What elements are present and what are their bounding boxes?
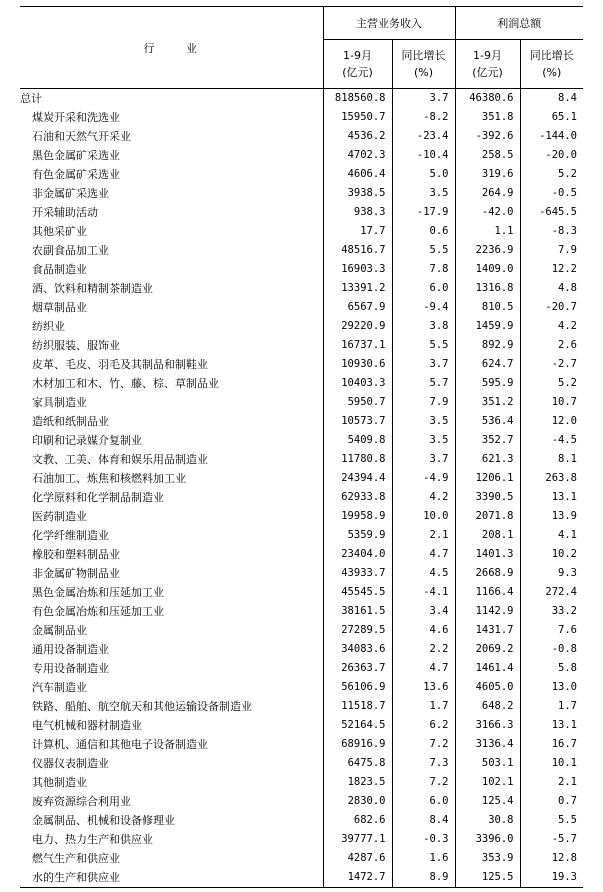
profit-cell: 46380.6 — [455, 89, 520, 109]
profit-cell: 125.4 — [455, 792, 520, 811]
table-header — [20, 7, 583, 89]
table-row — [20, 659, 583, 678]
revenue-cell: 1472.7 — [323, 868, 392, 888]
industry-name-cell: 燃气生产和供应业 — [20, 849, 323, 868]
table-row — [20, 241, 583, 260]
revenue-cell: 4536.2 — [323, 127, 392, 146]
table-row — [20, 412, 583, 431]
revenue-growth-cell: 6.2 — [392, 716, 455, 735]
profit-growth-cell: 272.4 — [545, 586, 577, 598]
revenue-cell: 6475.8 — [323, 754, 392, 773]
profit-growth-cell: -144.0 — [539, 130, 577, 142]
revenue-cell: 56106.9 — [323, 678, 392, 697]
industry-name-cell: 木材加工和木、竹、藤、棕、草制品业 — [20, 374, 323, 393]
profit-cell: 352.7 — [455, 431, 520, 450]
profit-growth-cell: 16.7 — [551, 738, 577, 750]
table-row — [20, 735, 583, 754]
revenue-cell: 4702.3 — [323, 146, 392, 165]
revenue-growth-cell: 6.0 — [392, 279, 455, 298]
profit-cell: 102.1 — [455, 773, 520, 792]
revenue-growth-cell: 3.5 — [392, 184, 455, 203]
profit-cell: 1401.3 — [455, 545, 520, 564]
profit-growth-cell: -0.8 — [551, 643, 577, 655]
revenue-growth-cell: 5.0 — [392, 165, 455, 184]
industry-name-cell: 食品制造业 — [20, 260, 323, 279]
profit-cell: 1461.4 — [455, 659, 520, 678]
revenue-cell: 1823.5 — [323, 773, 392, 792]
industry-name-cell: 纺织业 — [20, 317, 323, 336]
table-row — [20, 773, 583, 792]
profit-growth-cell: 5.2 — [558, 377, 577, 389]
industry-name-cell: 造纸和纸制品业 — [20, 412, 323, 431]
revenue-cell: 27289.5 — [323, 621, 392, 640]
industry-name-cell: 印刷和记录媒介复制业 — [20, 431, 323, 450]
revenue-growth-cell: 8.9 — [392, 868, 455, 888]
industry-statistics-table — [20, 6, 583, 888]
table-row — [20, 564, 583, 583]
revenue-growth-cell: 4.6 — [392, 621, 455, 640]
industry-name-cell: 通用设备制造业 — [20, 640, 323, 659]
profit-cell: 892.9 — [455, 336, 520, 355]
industry-name-cell: 其他采矿业 — [20, 222, 323, 241]
industry-name-cell: 废弃资源综合利用业 — [20, 792, 323, 811]
profit-cell: 4605.0 — [455, 678, 520, 697]
profit-growth-cell: 5.2 — [558, 168, 577, 180]
table-row — [20, 830, 583, 849]
table-row — [20, 355, 583, 374]
profit-period-label: 1-9月 — [473, 49, 502, 62]
revenue-growth-cell: 0.6 — [392, 222, 455, 241]
table-row — [20, 583, 583, 602]
profit-cell: 1409.0 — [455, 260, 520, 279]
table-body — [20, 89, 583, 888]
table-row — [20, 336, 583, 355]
table-row — [20, 279, 583, 298]
profit-cell: 258.5 — [455, 146, 520, 165]
revenue-growth-cell: 2.1 — [392, 526, 455, 545]
revenue-growth-cell: 3.7 — [392, 355, 455, 374]
profit-cell: 503.1 — [455, 754, 520, 773]
table-row — [20, 450, 583, 469]
profit-cell: 30.8 — [455, 811, 520, 830]
revenue-cell: 62933.8 — [323, 488, 392, 507]
profit-cell: 536.4 — [455, 412, 520, 431]
profit-cell: 3166.3 — [455, 716, 520, 735]
industry-name-cell: 水的生产和供应业 — [20, 868, 323, 888]
table-row — [20, 184, 583, 203]
table-row — [20, 374, 583, 393]
revenue-cell: 15950.7 — [323, 108, 392, 127]
profit-growth-cell: -645.5 — [539, 206, 577, 218]
revenue-growth-cell: 7.8 — [392, 260, 455, 279]
industry-name-cell: 其他制造业 — [20, 773, 323, 792]
table-row — [20, 792, 583, 811]
profit-growth-cell: 8.1 — [558, 453, 577, 465]
revenue-cell: 24394.4 — [323, 469, 392, 488]
revenue-group-header: 主营业务收入 — [323, 7, 455, 40]
revenue-growth-cell: 3.5 — [392, 431, 455, 450]
revenue-cell: 34083.6 — [323, 640, 392, 659]
profit-growth-label: 同比增长 — [529, 49, 574, 62]
profit-cell: 2236.9 — [455, 241, 520, 260]
industry-name-cell: 纺织服装、服饰业 — [20, 336, 323, 355]
revenue-cell: 5409.8 — [323, 431, 392, 450]
profit-growth-cell: 13.1 — [551, 491, 577, 503]
revenue-growth-cell: -8.2 — [392, 108, 455, 127]
revenue-growth-cell: -4.1 — [392, 583, 455, 602]
revenue-cell: 938.3 — [323, 203, 392, 222]
profit-cell: 810.5 — [455, 298, 520, 317]
profit-cell: 621.3 — [455, 450, 520, 469]
industry-name-cell: 开采辅助活动 — [20, 203, 323, 222]
revenue-cell: 48516.7 — [323, 241, 392, 260]
revenue-cell: 38161.5 — [323, 602, 392, 621]
profit-growth-cell: 12.2 — [551, 263, 577, 275]
industry-column-header: 行 业 — [20, 7, 323, 89]
profit-growth-cell: -5.7 — [551, 833, 577, 845]
industry-name-cell: 专用设备制造业 — [20, 659, 323, 678]
table-row — [20, 469, 583, 488]
profit-cell: 3396.0 — [455, 830, 520, 849]
revenue-cell: 52164.5 — [323, 716, 392, 735]
table-row-total — [20, 89, 583, 109]
profit-growth-cell: 0.7 — [558, 795, 577, 807]
table-row — [20, 203, 583, 222]
table-row — [20, 678, 583, 697]
industry-name-cell: 皮革、毛皮、羽毛及其制品和制鞋业 — [20, 355, 323, 374]
table-row — [20, 146, 583, 165]
profit-cell: 1459.9 — [455, 317, 520, 336]
table-row — [20, 317, 583, 336]
revenue-growth-cell: -9.4 — [392, 298, 455, 317]
profit-cell: 595.9 — [455, 374, 520, 393]
industry-name-cell: 非金属矿采选业 — [20, 184, 323, 203]
revenue-growth-cell: -23.4 — [392, 127, 455, 146]
revenue-growth-cell: 7.2 — [392, 773, 455, 792]
table-row — [20, 849, 583, 868]
industry-name-cell: 有色金属矿采选业 — [20, 165, 323, 184]
profit-growth-cell: 4.2 — [558, 320, 577, 332]
revenue-cell: 4606.4 — [323, 165, 392, 184]
revenue-cell: 6567.9 — [323, 298, 392, 317]
revenue-cell: 39777.1 — [323, 830, 392, 849]
profit-cell: 1.1 — [455, 222, 520, 241]
revenue-cell: 23404.0 — [323, 545, 392, 564]
profit-cell: 2668.9 — [455, 564, 520, 583]
profit-period-header — [455, 40, 520, 89]
profit-growth-cell: 13.9 — [551, 510, 577, 522]
industry-name-cell: 总计 — [20, 89, 323, 109]
revenue-cell: 29220.9 — [323, 317, 392, 336]
profit-growth-cell: 12.8 — [551, 852, 577, 864]
revenue-growth-cell: 3.8 — [392, 317, 455, 336]
revenue-growth-cell: 4.7 — [392, 545, 455, 564]
revenue-cell: 5359.9 — [323, 526, 392, 545]
profit-growth-cell: 263.8 — [545, 472, 577, 484]
revenue-growth-cell: 7.9 — [392, 393, 455, 412]
revenue-growth-cell: 1.6 — [392, 849, 455, 868]
revenue-growth-cell: -4.9 — [392, 469, 455, 488]
profit-growth-cell: 65.1 — [551, 111, 577, 123]
revenue-period-header — [323, 40, 392, 89]
table-row — [20, 526, 583, 545]
revenue-cell: 16903.3 — [323, 260, 392, 279]
profit-cell: 1316.8 — [455, 279, 520, 298]
industry-name-cell: 医药制造业 — [20, 507, 323, 526]
revenue-cell: 682.6 — [323, 811, 392, 830]
revenue-growth-cell: 5.7 — [392, 374, 455, 393]
profit-cell: 1166.4 — [455, 583, 520, 602]
industry-name-cell: 煤炭开采和洗选业 — [20, 108, 323, 127]
industry-name-cell: 电气机械和器材制造业 — [20, 716, 323, 735]
revenue-growth-cell: 3.4 — [392, 602, 455, 621]
profit-growth-cell: 10.2 — [551, 548, 577, 560]
revenue-cell: 19958.9 — [323, 507, 392, 526]
profit-growth-cell: -20.7 — [545, 301, 577, 313]
table-row — [20, 697, 583, 716]
industry-name-cell: 铁路、船舶、航空航天和其他运输设备制造业 — [20, 697, 323, 716]
revenue-growth-cell: 1.7 — [392, 697, 455, 716]
industry-name-cell: 石油加工、炼焦和核燃料加工业 — [20, 469, 323, 488]
industry-name-cell: 仪器仪表制造业 — [20, 754, 323, 773]
revenue-growth-cell: 7.2 — [392, 735, 455, 754]
revenue-cell: 4287.6 — [323, 849, 392, 868]
profit-growth-cell: 2.6 — [558, 339, 577, 351]
table-row — [20, 488, 583, 507]
industry-name-cell: 金属制品、机械和设备修理业 — [20, 811, 323, 830]
industry-name-cell: 黑色金属冶炼和压延加工业 — [20, 583, 323, 602]
profit-cell: 125.5 — [455, 868, 520, 888]
revenue-growth-unit: (%) — [413, 66, 434, 79]
profit-growth-cell: 10.1 — [551, 757, 577, 769]
profit-cell: 1142.9 — [455, 602, 520, 621]
profit-cell: 1206.1 — [455, 469, 520, 488]
revenue-cell: 10573.7 — [323, 412, 392, 431]
profit-growth-cell: -20.0 — [545, 149, 577, 161]
profit-growth-cell: 8.4 — [558, 92, 577, 104]
industry-name-cell: 非金属矿物制品业 — [20, 564, 323, 583]
industry-name-cell: 计算机、通信和其他电子设备制造业 — [20, 735, 323, 754]
table-row — [20, 298, 583, 317]
revenue-growth-cell: 4.5 — [392, 564, 455, 583]
revenue-cell: 16737.1 — [323, 336, 392, 355]
industry-name-cell: 有色金属冶炼和压延加工业 — [20, 602, 323, 621]
profit-cell: 208.1 — [455, 526, 520, 545]
industry-name-cell: 家具制造业 — [20, 393, 323, 412]
table-row — [20, 507, 583, 526]
profit-cell: 319.6 — [455, 165, 520, 184]
revenue-cell: 818560.8 — [323, 89, 392, 109]
profit-cell: 648.2 — [455, 697, 520, 716]
revenue-cell: 43933.7 — [323, 564, 392, 583]
profit-group-header: 利润总额 — [455, 7, 583, 40]
industry-name-cell: 橡胶和塑料制品业 — [20, 545, 323, 564]
table-row — [20, 222, 583, 241]
profit-growth-cell: 19.3 — [520, 868, 583, 888]
profit-cell: 3136.4 — [455, 735, 520, 754]
industry-name-cell: 化学原料和化学制品制造业 — [20, 488, 323, 507]
revenue-growth-cell: 5.5 — [392, 336, 455, 355]
table-row — [20, 621, 583, 640]
table-row — [20, 716, 583, 735]
revenue-unit-label: (亿元) — [342, 66, 373, 79]
revenue-cell: 3938.5 — [323, 184, 392, 203]
revenue-growth-header — [392, 40, 455, 89]
revenue-cell: 26363.7 — [323, 659, 392, 678]
profit-growth-cell: 2.1 — [558, 776, 577, 788]
industry-name-cell: 文教、工美、体育和娱乐用品制造业 — [20, 450, 323, 469]
profit-growth-cell: 4.8 — [558, 282, 577, 294]
revenue-growth-cell: 4.2 — [392, 488, 455, 507]
revenue-growth-cell: 3.7 — [392, 89, 455, 109]
revenue-growth-cell: 13.6 — [392, 678, 455, 697]
profit-growth-cell: -2.7 — [551, 358, 577, 370]
revenue-growth-label: 同比增长 — [401, 49, 446, 62]
profit-growth-cell: 4.1 — [558, 529, 577, 541]
revenue-cell: 10930.6 — [323, 355, 392, 374]
profit-growth-cell: 13.1 — [551, 719, 577, 731]
industry-name-cell: 酒、饮料和精制茶制造业 — [20, 279, 323, 298]
revenue-cell: 68916.9 — [323, 735, 392, 754]
table-row — [20, 165, 583, 184]
profit-cell: -42.0 — [455, 203, 520, 222]
profit-growth-unit: (%) — [542, 66, 562, 79]
profit-growth-cell: -0.5 — [551, 187, 577, 199]
profit-cell: 2069.2 — [455, 640, 520, 659]
profit-growth-cell: 9.3 — [558, 567, 577, 579]
profit-growth-cell: 5.8 — [558, 662, 577, 674]
industry-name-cell: 汽车制造业 — [20, 678, 323, 697]
table-row — [20, 811, 583, 830]
profit-growth-cell: 5.5 — [558, 814, 577, 826]
revenue-growth-cell: 5.5 — [392, 241, 455, 260]
profit-growth-cell: 33.2 — [551, 605, 577, 617]
table-row — [20, 754, 583, 773]
table-row — [20, 431, 583, 450]
profit-cell: 2071.8 — [455, 507, 520, 526]
profit-cell: 351.2 — [455, 393, 520, 412]
profit-cell: 624.7 — [455, 355, 520, 374]
industry-name-cell: 烟草制品业 — [20, 298, 323, 317]
industry-name-cell: 化学纤维制造业 — [20, 526, 323, 545]
revenue-cell: 17.7 — [323, 222, 392, 241]
profit-cell: 351.8 — [455, 108, 520, 127]
industry-name-cell: 石油和天然气开采业 — [20, 127, 323, 146]
table-row — [20, 640, 583, 659]
revenue-cell: 11518.7 — [323, 697, 392, 716]
table-row — [20, 393, 583, 412]
revenue-period-label: 1-9月 — [343, 49, 372, 62]
profit-growth-cell: 12.0 — [551, 415, 577, 427]
revenue-growth-cell: 4.7 — [392, 659, 455, 678]
profit-growth-cell: 7.6 — [558, 624, 577, 636]
revenue-growth-cell: 8.4 — [392, 811, 455, 830]
profit-growth-cell: 13.0 — [551, 681, 577, 693]
table-row — [20, 127, 583, 146]
revenue-growth-cell: 10.0 — [392, 507, 455, 526]
revenue-cell: 10403.3 — [323, 374, 392, 393]
revenue-cell: 13391.2 — [323, 279, 392, 298]
revenue-growth-cell: 7.3 — [392, 754, 455, 773]
industry-name-cell: 金属制品业 — [20, 621, 323, 640]
revenue-growth-cell: 6.0 — [392, 792, 455, 811]
profit-cell: -392.6 — [455, 127, 520, 146]
revenue-cell: 45545.5 — [323, 583, 392, 602]
profit-growth-cell: 10.7 — [551, 396, 577, 408]
profit-cell: 264.9 — [455, 184, 520, 203]
revenue-growth-cell: -17.9 — [392, 203, 455, 222]
revenue-growth-cell: 3.5 — [392, 412, 455, 431]
profit-cell: 3390.5 — [455, 488, 520, 507]
profit-growth-cell: -8.3 — [551, 225, 577, 237]
profit-cell: 353.9 — [455, 849, 520, 868]
profit-growth-header — [520, 40, 583, 89]
revenue-growth-cell: 2.2 — [392, 640, 455, 659]
profit-growth-cell: 1.7 — [558, 700, 577, 712]
revenue-growth-cell: -0.3 — [392, 830, 455, 849]
table-row — [20, 260, 583, 279]
profit-cell: 1431.7 — [455, 621, 520, 640]
industry-name-cell: 电力、热力生产和供应业 — [20, 830, 323, 849]
revenue-growth-cell: 3.7 — [392, 450, 455, 469]
revenue-cell: 5950.7 — [323, 393, 392, 412]
revenue-growth-cell: -10.4 — [392, 146, 455, 165]
profit-growth-cell: 7.9 — [558, 244, 577, 256]
table-row — [20, 868, 583, 888]
revenue-cell: 11780.8 — [323, 450, 392, 469]
profit-growth-cell: -4.5 — [551, 434, 577, 446]
revenue-cell: 2830.0 — [323, 792, 392, 811]
profit-unit-label: (亿元) — [472, 66, 503, 79]
table-row — [20, 545, 583, 564]
industry-name-cell: 黑色金属矿采选业 — [20, 146, 323, 165]
industry-name-cell: 农副食品加工业 — [20, 241, 323, 260]
table-row — [20, 108, 583, 127]
table-row — [20, 602, 583, 621]
